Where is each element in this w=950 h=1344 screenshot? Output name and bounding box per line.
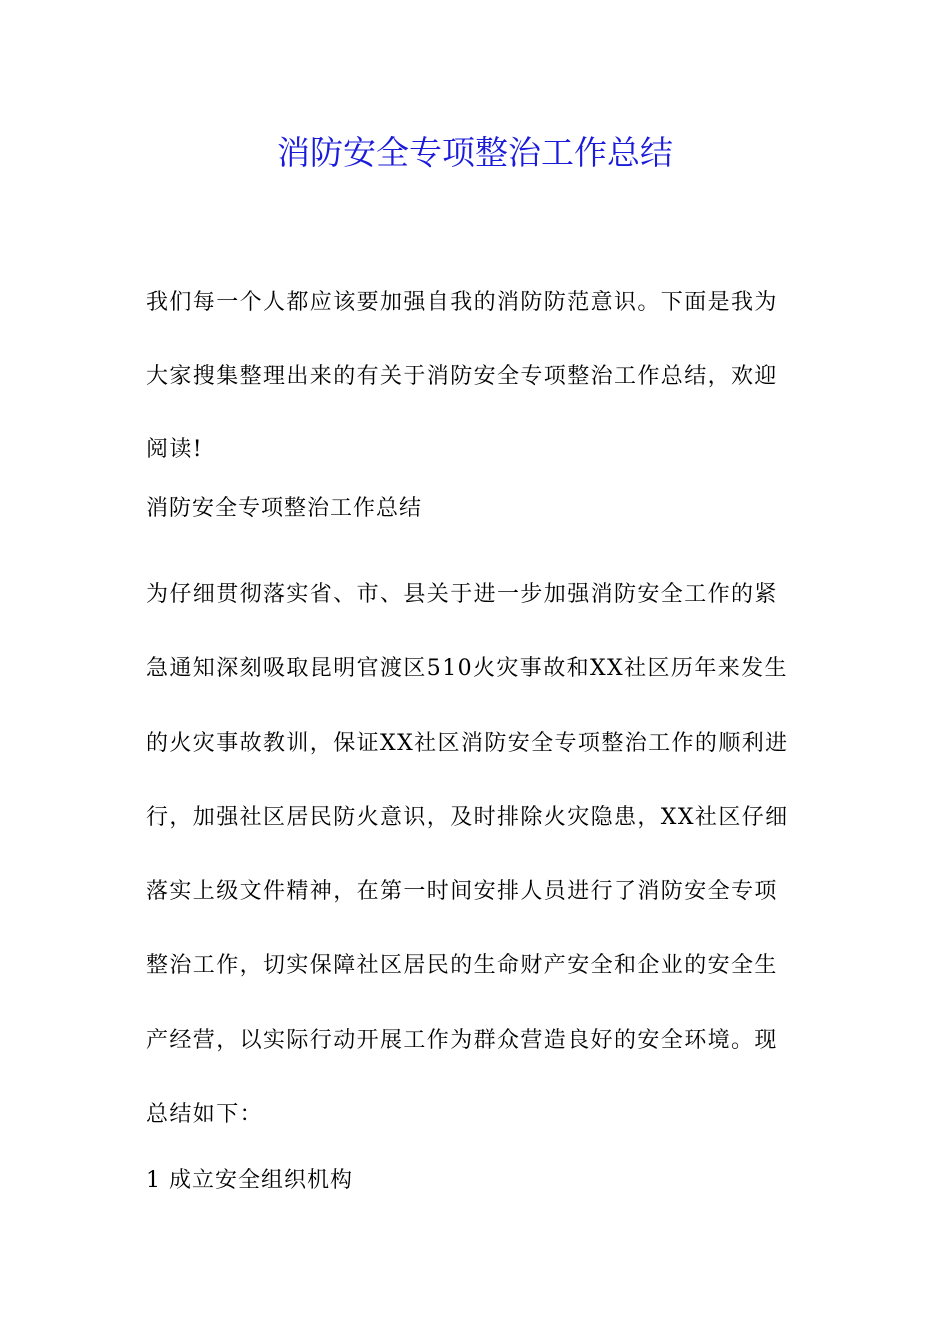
body-line: 总结如下： xyxy=(146,1102,264,1128)
body-line: 为仔细贯彻落实省、市、县关于进一步加强消防安全工作的紧 xyxy=(146,582,778,607)
intro-line: 我们每一个人都应该要加强自我的消防防范意识。下面是我为 xyxy=(146,290,778,315)
intro-paragraph xyxy=(146,266,816,487)
document-title: 消防安全专项整治工作总结 xyxy=(277,133,673,172)
body-line: 行，加强社区居民防火意识，及时排除火灾隐患，XX社区仔细 xyxy=(146,804,789,830)
body-line: 产经营，以实际行动开展工作为群众营造良好的安全环境。现 xyxy=(146,1027,778,1053)
body-line: 落实上级文件精神，在第一时间安排人员进行了消防安全专项 xyxy=(146,879,778,905)
intro-line: 大家搜集整理出来的有关于消防安全专项整治工作总结，欢迎 xyxy=(146,363,778,389)
section-heading: 1 成立安全组织机构 xyxy=(146,1168,353,1193)
subheading: 消防安全专项整治工作总结 xyxy=(146,496,423,521)
body-line: 整治工作，切实保障社区居民的生命财产安全和企业的安全生 xyxy=(146,953,778,979)
intro-line: 阅读! xyxy=(146,437,204,463)
body-line: 急通知深刻吸取昆明官渡区510火灾事故和XX社区历年来发生 xyxy=(146,656,788,682)
body-line: 的火灾事故教训，保证XX社区消防安全专项整治工作的顺利进 xyxy=(146,730,789,756)
body-paragraph xyxy=(146,558,816,1152)
